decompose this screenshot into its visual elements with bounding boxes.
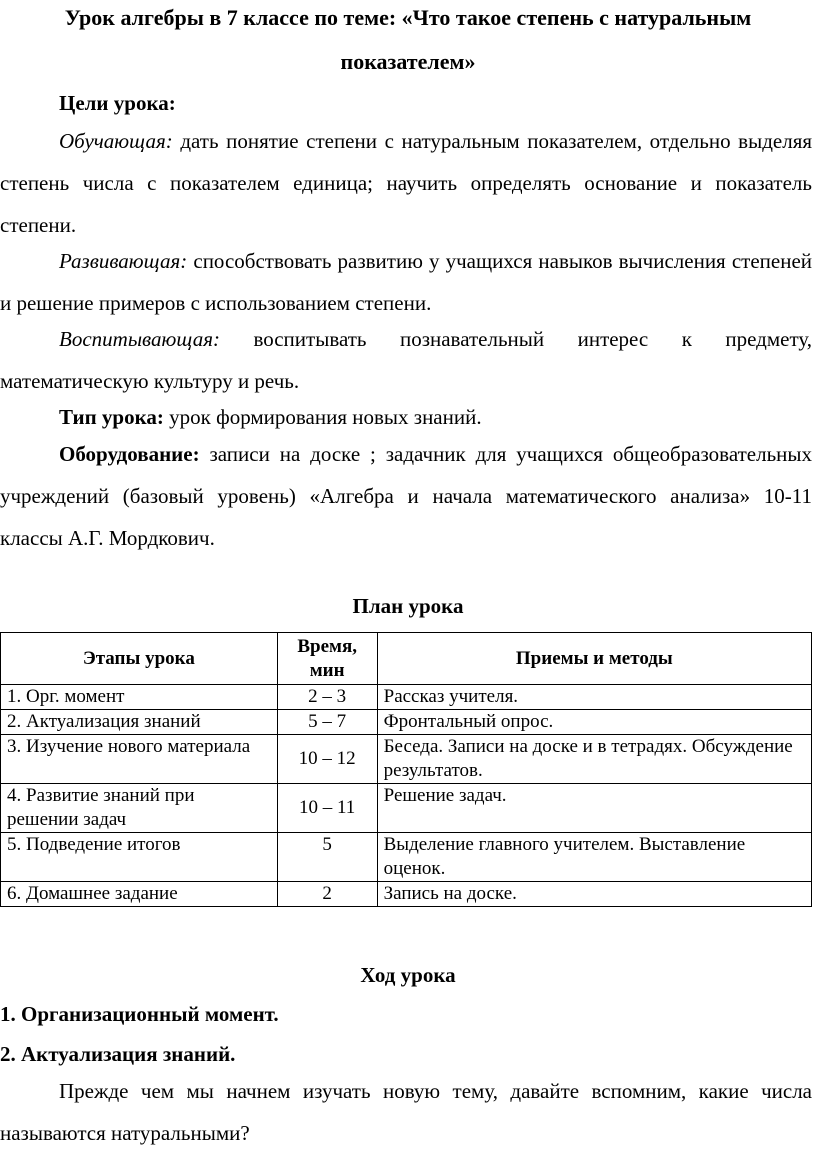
course-step-2: 2. Актуализация знаний. <box>0 1042 236 1066</box>
table-row <box>1 882 812 907</box>
table-row <box>1 685 812 710</box>
course-text-body: Прежде чем мы начнем изучать новую тему, давайте вспомним, какие числа называются натуральными? <box>0 1079 812 1145</box>
goal-educating <box>0 318 812 402</box>
column-header-time: Время, мин <box>277 633 377 685</box>
column-header-stage: Этапы урока <box>1 633 278 685</box>
table-row <box>1 833 812 882</box>
time-cell: 2 <box>277 882 377 907</box>
equipment-label: Оборудование: <box>59 442 200 466</box>
method-cell: Решение задач. <box>377 784 811 833</box>
time-cell: 5 – 7 <box>277 710 377 735</box>
stage-cell: 5. Подведение итогов <box>1 833 278 882</box>
goal-developing-text: способствовать развитию у учащихся навыков вычисления степеней и решение примеров с использованием степени. <box>0 249 813 315</box>
goal-developing <box>0 240 812 324</box>
stage-cell: 6. Домашнее задание <box>1 882 278 907</box>
time-cell: 10 – 12 <box>277 735 377 784</box>
method-cell: Беседа. Записи на доске и в тетрадях. Обсуждение результатов. <box>377 735 811 784</box>
column-header-method: Приемы и методы <box>377 633 811 685</box>
time-cell: 10 – 11 <box>277 784 377 833</box>
lesson-type <box>0 396 812 438</box>
goal-developing-label: Развивающая: <box>59 249 188 273</box>
stage-cell: 3. Изучение нового материала <box>1 735 278 784</box>
time-cell: 2 – 3 <box>277 685 377 710</box>
method-cell: Фронтальный опрос. <box>377 710 811 735</box>
stage-cell: 2. Актуализация знаний <box>1 710 278 735</box>
document-title-line-1: Урок алгебры в 7 классе по теме: «Что такое степень с натуральным <box>64 5 752 30</box>
plan-heading: План урока <box>352 594 464 618</box>
goal-teaching-label: Обучающая: <box>59 129 173 153</box>
course-step-1: 1. Организационный момент. <box>0 1002 279 1026</box>
lesson-type-label: Тип урока: <box>59 405 164 429</box>
method-cell: Запись на доске. <box>377 882 811 907</box>
goal-teaching <box>0 120 812 246</box>
equipment-text: записи на доске ; задачник для учащихся общеобразовательных учреждений (базовый уровень) «Алгебра и начала математического анализа» 10-11 классы А.Г. Мордкович. <box>0 442 813 550</box>
lesson-type-text: урок формирования новых знаний. <box>169 405 482 429</box>
plan-table <box>0 632 812 907</box>
plan-header-row <box>1 633 812 685</box>
course-heading: Ход урока <box>360 963 456 987</box>
table-row <box>1 784 812 833</box>
course-text <box>0 1070 812 1154</box>
goal-teaching-text: дать понятие степени с натуральным показателем, отдельно выделяя степень числа с показателем единица; научить определять основание и показатель степени. <box>0 129 813 237</box>
method-cell: Рассказ учителя. <box>377 685 811 710</box>
stage-cell: 4. Развитие знаний при решении задач <box>1 784 278 833</box>
equipment <box>0 433 812 559</box>
table-row <box>1 710 812 735</box>
document-title-line-2: показателем» <box>340 49 476 74</box>
stage-cell: 1. Орг. момент <box>1 685 278 710</box>
goals-heading: Цели урока: <box>59 91 176 115</box>
goal-educating-label: Воспитывающая: <box>59 327 220 351</box>
goal-educating-text: воспитывать познавательный интерес к предмету, математическую культуру и речь. <box>0 327 813 393</box>
time-cell: 5 <box>277 833 377 882</box>
method-cell: Выделение главного учителем. Выставление оценок. <box>377 833 811 882</box>
table-row <box>1 735 812 784</box>
